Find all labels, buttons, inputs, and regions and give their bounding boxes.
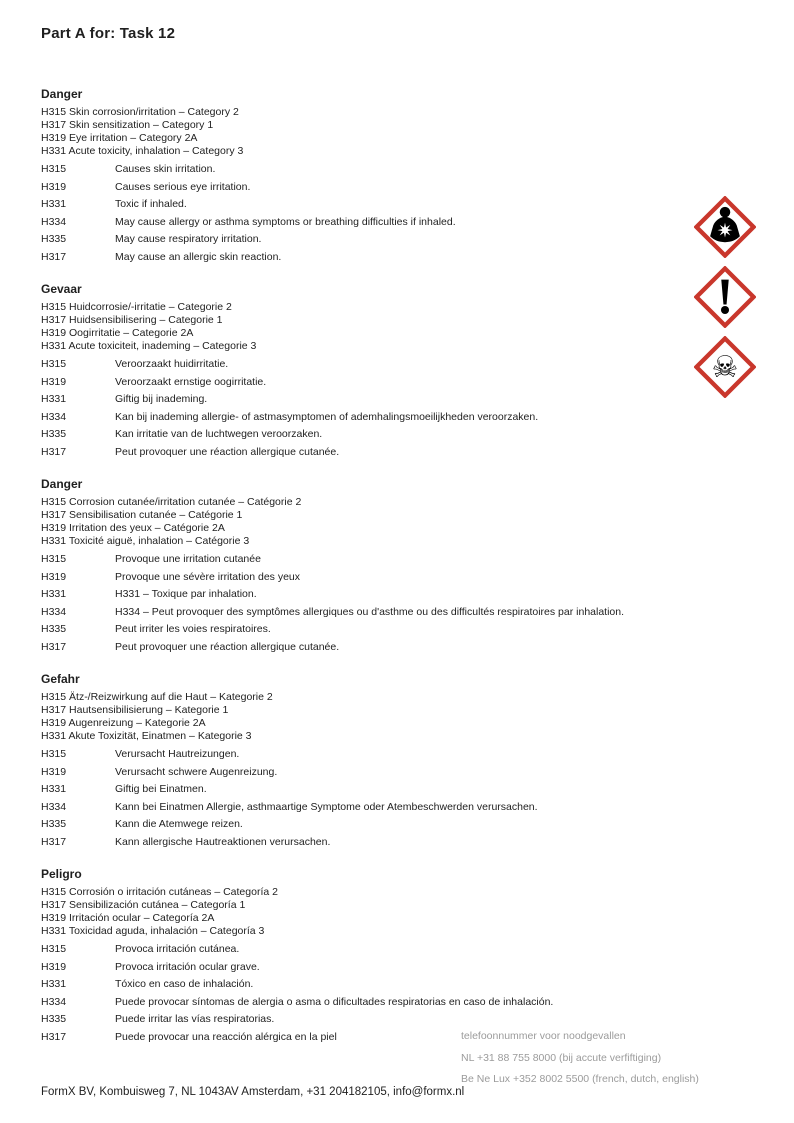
- classification-line: H319 Eye irritation – Category 2A: [41, 132, 198, 144]
- statement-list: [41, 748, 686, 853]
- statement-row: [41, 163, 686, 181]
- hazard-statement: Giftig bei Einatmen.: [115, 783, 207, 795]
- hazard-statement: Puede provocar una reacción alérgica en la piel: [115, 1030, 337, 1043]
- hazard-code: H319: [41, 765, 67, 778]
- classification-line: H317 Skin sensitization – Category 1: [41, 119, 214, 131]
- statement-row: [41, 783, 686, 801]
- statement-row: [41, 818, 686, 836]
- statement-list: [41, 358, 686, 463]
- classification-line: H317 Sensibilisation cutanée – Catégorie 1: [41, 509, 243, 521]
- hazard-code: H317: [41, 250, 67, 263]
- signal-word: Peligro: [41, 867, 82, 881]
- hazard-statement: Kann allergische Hautreaktionen verursachen.: [115, 835, 331, 848]
- hazard-statement: Giftig bij inademing.: [115, 393, 208, 405]
- hazard-code: H335: [41, 233, 67, 245]
- hazard-code: H331: [41, 588, 67, 600]
- statement-row: [41, 181, 686, 199]
- classification-line: H315 Ätz-/Reizwirkung auf die Haut – Kategorie 2: [41, 691, 273, 703]
- section-english: [41, 87, 686, 268]
- hazard-statement: Kan bij inademing allergie- of astmasymptomen of ademhalingsmoeilijkheden veroorzaken.: [115, 410, 539, 423]
- section-spanish: [41, 867, 686, 1048]
- hazard-statement: Peut irriter les voies respiratoires.: [115, 623, 271, 635]
- classification-list: [41, 691, 686, 743]
- hazard-code: H334: [41, 605, 67, 618]
- statement-row: [41, 428, 686, 446]
- hazard-code: H335: [41, 818, 67, 830]
- hazard-statement: H334 – Peut provoquer des symptômes allergiques ou d'asthme ou des difficultés respiratoires par inhalation.: [115, 605, 625, 618]
- health-hazard-icon: [694, 196, 756, 258]
- hazard-statement: Verursacht schwere Augenreizung.: [115, 765, 278, 778]
- hazard-code: H319: [41, 960, 67, 973]
- classification-line: H315 Skin corrosion/irritation – Category 2: [41, 106, 239, 118]
- classification-line: H319 Oogirritatie – Categorie 2A: [41, 327, 194, 339]
- hazard-statement: Peut provoquer une réaction allergique cutanée.: [115, 640, 340, 653]
- hazard-statement: Veroorzaakt ernstige oogirritatie.: [115, 375, 267, 388]
- emergency-heading: telefoonnummer voor noodgevallen: [461, 1030, 626, 1042]
- hazard-statement: Causes skin irritation.: [115, 163, 216, 175]
- hazard-statement: Causes serious eye irritation.: [115, 180, 251, 193]
- hazard-statement: Kan irritatie van de luchtwegen veroorzaken.: [115, 428, 323, 440]
- hazard-code: H315: [41, 358, 67, 370]
- statement-row: [41, 411, 686, 429]
- statement-row: [41, 606, 686, 624]
- statement-row: [41, 376, 686, 394]
- hazard-sections: [41, 87, 686, 1062]
- hazard-code: H315: [41, 748, 67, 760]
- classification-line: H315 Huidcorrosie/-irritatie – Categorie 2: [41, 301, 232, 313]
- statement-row: [41, 943, 686, 961]
- classification-line: H319 Augenreizung – Kategorie 2A: [41, 717, 206, 729]
- classification-line: H315 Corrosion cutanée/irritation cutanée – Catégorie 2: [41, 496, 302, 508]
- hazard-statement: Veroorzaakt huidirritatie.: [115, 358, 229, 370]
- signal-word: Gevaar: [41, 282, 82, 296]
- statement-row: [41, 766, 686, 784]
- statement-row: [41, 553, 686, 571]
- hazard-code: H315: [41, 553, 67, 565]
- hazard-code: H317: [41, 1030, 67, 1043]
- emergency-nl-number: NL +31 88 755 8000 (bij accute verfiftiging): [461, 1051, 662, 1064]
- svg-text:☠: ☠: [711, 349, 739, 385]
- classification-line: H331 Acute toxiciteit, inademing – Categorie 3: [41, 340, 257, 352]
- statement-row: [41, 623, 686, 641]
- hazard-statement: Verursacht Hautreizungen.: [115, 748, 240, 760]
- classification-list: [41, 886, 686, 938]
- classification-line: H315 Corrosión o irritación cutáneas – Categoría 2: [41, 886, 278, 898]
- statement-row: [41, 961, 686, 979]
- statement-row: [41, 588, 686, 606]
- hazard-code: H317: [41, 835, 67, 848]
- signal-word: Gefahr: [41, 672, 80, 686]
- statement-row: [41, 198, 686, 216]
- classification-list: [41, 496, 686, 548]
- classification-list: [41, 106, 686, 158]
- statement-row: [41, 446, 686, 464]
- hazard-code: H319: [41, 570, 67, 583]
- emergency-benelux-number: Be Ne Lux +352 8002 5500 (french, dutch, english): [461, 1073, 699, 1085]
- hazard-statement: Provoque une sévère irritation des yeux: [115, 570, 301, 583]
- classification-line: H319 Irritation des yeux – Catégorie 2A: [41, 522, 225, 534]
- hazard-statement: May cause an allergic skin reaction.: [115, 250, 282, 263]
- statement-row: [41, 996, 686, 1014]
- classification-list: [41, 301, 686, 353]
- hazard-statement: Provoca irritación cutánea.: [115, 943, 240, 955]
- statement-list: [41, 553, 686, 658]
- hazard-code: H334: [41, 995, 67, 1008]
- hazard-code: H315: [41, 163, 67, 175]
- classification-line: H317 Huidsensibilisering – Categorie 1: [41, 314, 223, 326]
- statement-row: [41, 748, 686, 766]
- classification-line: H317 Sensibilización cutánea – Categoría 1: [41, 899, 246, 911]
- classification-line: H331 Toxicité aiguë, inhalation – Catégorie 3: [41, 535, 250, 547]
- statement-row: [41, 233, 686, 251]
- exclamation-mark-icon: [694, 266, 756, 328]
- hazard-code: H315: [41, 943, 67, 955]
- hazard-code: H319: [41, 375, 67, 388]
- statement-row: [41, 836, 686, 854]
- hazard-code: H331: [41, 978, 67, 990]
- classification-line: H317 Hautsensibilisierung – Kategorie 1: [41, 704, 229, 716]
- hazard-statement: Kann bei Einatmen Allergie, asthmaartige Symptome oder Atembeschwerden verursachen.: [115, 800, 538, 813]
- hazard-statement: Tóxico en caso de inhalación.: [115, 978, 254, 990]
- statement-row: [41, 358, 686, 376]
- hazard-code: H335: [41, 428, 67, 440]
- statement-row: [41, 571, 686, 589]
- hazard-statement: May cause respiratory irritation.: [115, 233, 262, 245]
- hazard-code: H335: [41, 1013, 67, 1025]
- hazard-statement: Kann die Atemwege reizen.: [115, 818, 243, 830]
- company-footer: FormX BV, Kombuisweg 7, NL 1043AV Amsterdam, +31 204182105, info@formx.nl: [41, 1086, 465, 1098]
- hazard-code: H335: [41, 623, 67, 635]
- hazard-code: H331: [41, 783, 67, 795]
- statement-row: [41, 251, 686, 269]
- hazard-statement: Toxic if inhaled.: [115, 198, 187, 210]
- hazard-statement: Puede irritar las vías respiratorias.: [115, 1013, 275, 1025]
- section-german: [41, 672, 686, 853]
- hazard-code: H317: [41, 445, 67, 458]
- statement-list: [41, 163, 686, 268]
- hazard-statement: Provoca irritación ocular grave.: [115, 960, 260, 973]
- hazard-statement: Peut provoquer une réaction allergique cutanée.: [115, 445, 340, 458]
- page-title: Part A for: Task 12: [41, 25, 176, 42]
- hazard-statement: H331 – Toxique par inhalation.: [115, 588, 257, 600]
- hazard-code: H317: [41, 640, 67, 653]
- hazard-code: H334: [41, 215, 67, 228]
- classification-line: H331 Toxicidad aguda, inhalación – Categoría 3: [41, 925, 265, 937]
- statement-row: [41, 393, 686, 411]
- hazard-statement: Provoque une irritation cutanée: [115, 553, 261, 565]
- section-french: [41, 477, 686, 658]
- classification-line: H331 Akute Toxizität, Einatmen – Kategorie 3: [41, 730, 252, 742]
- hazard-code: H334: [41, 800, 67, 813]
- signal-word: Danger: [41, 87, 83, 101]
- signal-word: Danger: [41, 477, 83, 491]
- hazard-code: H331: [41, 198, 67, 210]
- statement-row: [41, 641, 686, 659]
- hazard-statement: Puede provocar síntomas de alergia o asma o dificultades respiratorias en caso de inhalación.: [115, 995, 554, 1008]
- hazard-code: H319: [41, 180, 67, 193]
- classification-line: H319 Irritación ocular – Categoría 2A: [41, 912, 215, 924]
- statement-row: [41, 801, 686, 819]
- statement-row: [41, 216, 686, 234]
- hazard-code: H331: [41, 393, 67, 405]
- emergency-contact-block: [461, 1026, 699, 1091]
- ghs-pictograms: [694, 196, 756, 398]
- hazard-code: H334: [41, 410, 67, 423]
- classification-line: H331 Acute toxicity, inhalation – Category 3: [41, 145, 244, 157]
- statement-row: [41, 978, 686, 996]
- section-dutch: [41, 282, 686, 463]
- skull-crossbones-icon: [694, 336, 756, 398]
- hazard-statement: May cause allergy or asthma symptoms or breathing difficulties if inhaled.: [115, 215, 456, 228]
